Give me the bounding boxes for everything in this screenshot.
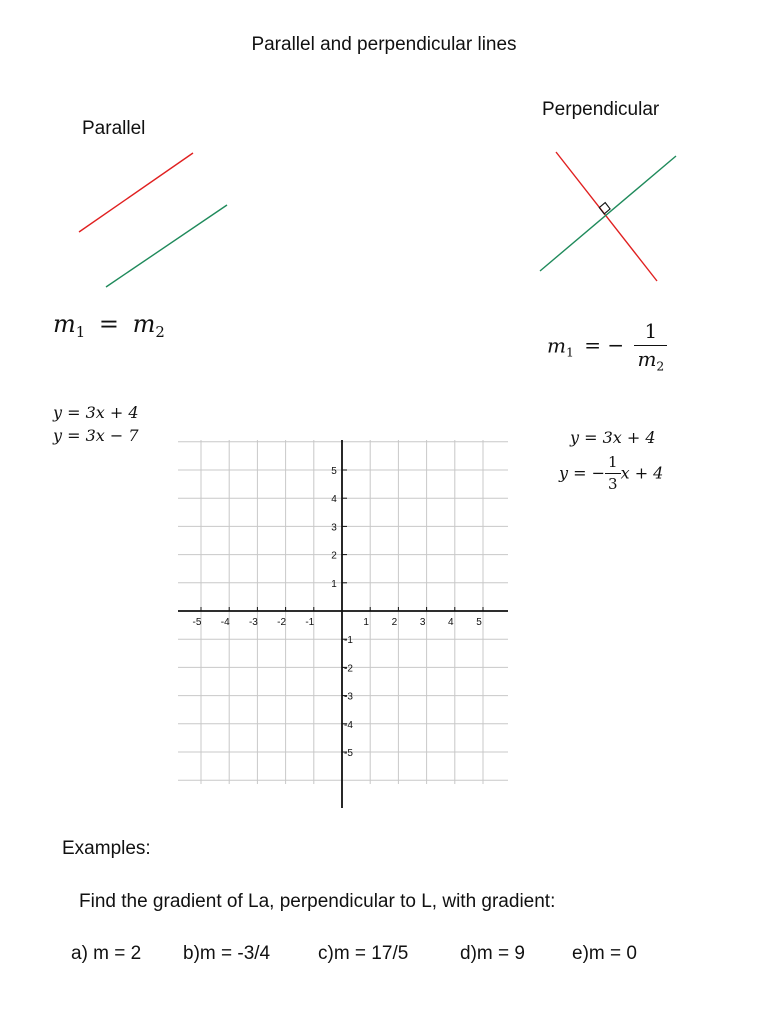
x-tick-label: 3 <box>419 617 426 628</box>
example-item-c: c)m = 17/5 <box>318 943 409 964</box>
y-tick-label: 3 <box>331 522 337 534</box>
perpendicular-equation-1: y = 3x + 4 <box>570 428 656 447</box>
grid-lines <box>178 440 508 784</box>
parallel-heading: Parallel <box>82 118 146 139</box>
x-tick-label: 2 <box>391 617 398 628</box>
perpendicular-equation-2: y = − $\frac{1}{3}$ x + 4 <box>559 453 664 494</box>
examples-heading: Examples: <box>62 838 151 859</box>
y-tick-label: 1 <box>331 578 337 590</box>
y-tick-label: -4 <box>344 719 353 731</box>
perpendicular-condition: $m_1$ = − $\frac{1}{m_2}$ <box>547 320 667 374</box>
y-tick-label: -2 <box>344 663 353 675</box>
y-tick-label: -5 <box>344 748 353 759</box>
x-tick-label: -2 <box>277 617 287 628</box>
x-tick-label: -1 <box>305 617 315 628</box>
examples-prompt: Find the gradient of La, perpendicular to L, with gradient: <box>79 891 556 912</box>
x-tick-label: 5 <box>476 617 482 628</box>
parallel-equation-2: y = 3x − 7 <box>53 426 139 446</box>
example-item-d: d)m = 9 <box>460 943 525 964</box>
x-tick-label: -3 <box>248 617 258 628</box>
perpendicular-heading: Perpendicular <box>542 99 660 120</box>
parallel-condition: $m_1 = m_2$ <box>53 310 165 342</box>
x-tick-label: 1 <box>363 617 369 628</box>
y-tick-label: -1 <box>344 635 353 647</box>
example-item-a: a) m = 2 <box>71 943 142 964</box>
x-tick-label: -4 <box>220 617 230 628</box>
x-tick-label: 4 <box>448 617 454 628</box>
example-item-e: e)m = 0 <box>572 943 637 964</box>
parallel-equation-1: y = 3x + 4 <box>53 403 139 422</box>
y-tick-label: 4 <box>331 494 337 506</box>
y-tick-label: 2 <box>331 550 337 562</box>
example-item-b: b)m = -3/4 <box>183 943 271 964</box>
y-tick-label: -3 <box>344 691 353 703</box>
x-tick-label: -5 <box>192 617 202 628</box>
y-tick-label: 5 <box>331 466 337 477</box>
page-title: Parallel and perpendicular lines <box>251 34 517 55</box>
